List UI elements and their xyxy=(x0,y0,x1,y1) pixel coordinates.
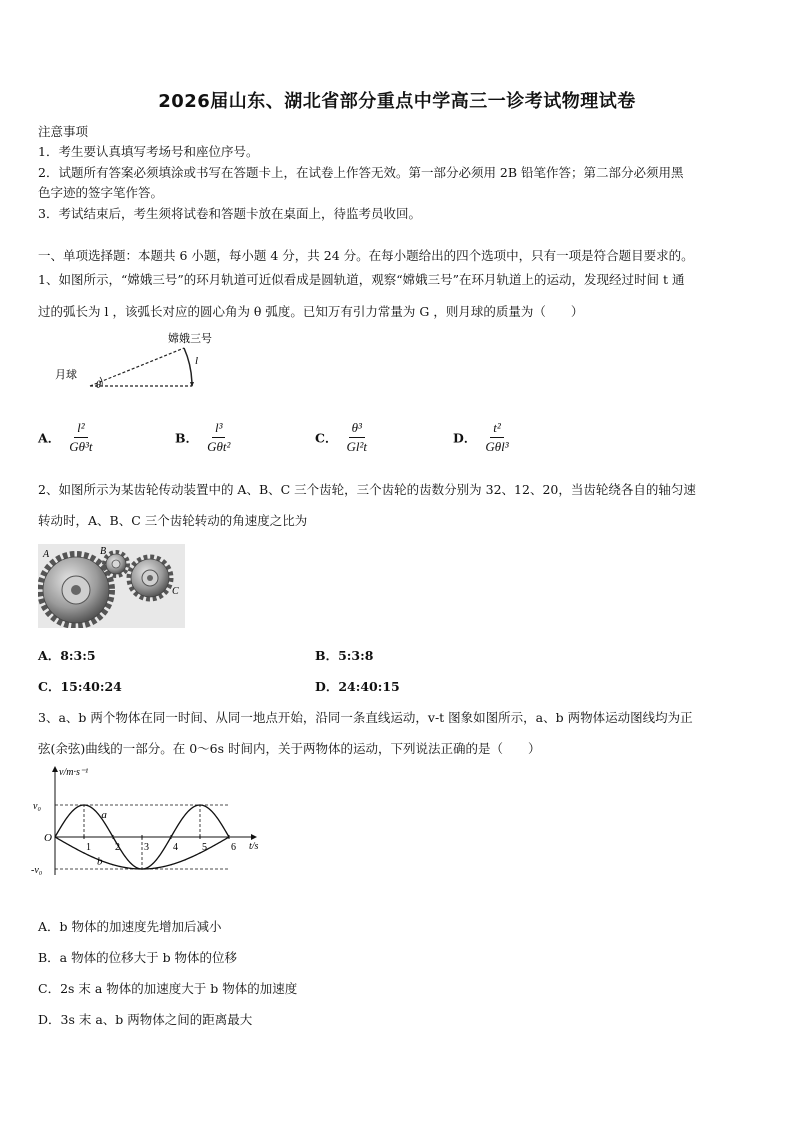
series-b-label: b xyxy=(97,855,103,868)
x-tick-label: 2 xyxy=(115,842,120,853)
series-a-label: a xyxy=(101,808,107,821)
series-b-point xyxy=(170,864,171,865)
series-b-point xyxy=(214,845,215,846)
series-a-point xyxy=(83,804,84,805)
radius-line xyxy=(90,348,184,386)
gear-c-icon xyxy=(129,557,171,599)
series-b-point xyxy=(185,859,186,860)
origin-label: O xyxy=(44,832,52,844)
notice-item: 3．考试结束后，考生须将试卷和答题卡放在桌面上，待监考员收回。 xyxy=(38,206,421,221)
page-title: 2026届山东、湖北省部分重点中学高三一诊考试物理试卷 xyxy=(158,91,636,112)
q3-stem-line2: 弦(余弦)曲线的一部分。在 0～6s 时间内，关于两物体的运动，下列说法正确的是（ ） xyxy=(38,741,541,756)
x-tick-label: 5 xyxy=(202,842,207,853)
angle-label: θ xyxy=(96,380,101,391)
q3-option-d[interactable]: D．3s 末 a、b 两物体之间的距离最大 xyxy=(38,1012,253,1027)
section-heading: 一、单项选择题：本题共 6 小题，每小题 4 分，共 24 分。在每小题给出的四个选项中，只有一项是符合题目要求的。 xyxy=(38,248,694,263)
q3-stem-line1: 3、a、b 两个物体在同一时间、从同一地点开始，沿同一条直线运动，v-t 图象如图所示，a、b 两物体运动图线均为正 xyxy=(38,710,693,725)
arc-label: l xyxy=(195,355,199,367)
probe-label: 嫦娥三号 xyxy=(168,333,212,345)
series-a-point xyxy=(185,814,186,815)
q1-option-b[interactable]: B． $\frac{\text{l³}}{\text{Gθt²}}$ xyxy=(175,420,231,454)
x-axis-label: t/s xyxy=(249,841,259,852)
gear-b-label: B xyxy=(100,546,107,557)
q3-option-b[interactable]: B．a 物体的位移大于 b 物体的位移 xyxy=(38,950,238,965)
q2-option-d[interactable]: D．24:40:15 xyxy=(315,679,400,694)
q2-gear-figure xyxy=(38,544,185,628)
y-axis-label: v/m·s⁻¹ xyxy=(59,767,89,778)
series-b-point xyxy=(156,867,157,868)
gear-c-label: C xyxy=(172,586,179,597)
q1-stem-line1: 1、如图所示，“嫦娥三号”的环月轨道可近似看成是圆轨道，观察“嫦娥三号”在环月轨道上的运动，发现经过时间 t 通 xyxy=(38,272,685,287)
q2-stem-line2: 转动时，A、B、C 三个齿轮转动的角速度之比为 xyxy=(38,513,308,528)
series-b-point xyxy=(54,836,55,837)
q1-option-a[interactable]: A． $\frac{\text{l²}}{\text{Gθ³t}}$ xyxy=(38,420,93,454)
q3-option-c[interactable]: C．2s 末 a 物体的加速度大于 b 物体的加速度 xyxy=(38,981,298,996)
series-b-point xyxy=(83,852,84,853)
moon-label: 月球 xyxy=(55,369,77,381)
q1-orbit-figure xyxy=(50,328,240,398)
q2-option-b[interactable]: B．5:3:8 xyxy=(315,648,374,663)
series-b-point xyxy=(69,845,70,846)
y-tick-label-v0: v₀ xyxy=(33,801,41,812)
x-tick-label: 6 xyxy=(231,842,236,853)
series-a-point xyxy=(199,804,200,805)
notice-item: 1．考生要认真填写考场号和座位序号。 xyxy=(38,144,259,159)
x-tick-label: 1 xyxy=(86,842,91,853)
q3-option-a[interactable]: A．b 物体的加速度先增加后减小 xyxy=(38,919,222,934)
series-b-point xyxy=(199,852,200,853)
series-a-point xyxy=(127,859,128,860)
notice-heading: 注意事项 xyxy=(38,124,89,139)
q1-stem-line2: 过的弧长为 l ，该弧长对应的圆心角为 θ 弧度。已知万有引力常量为 G ，则月球的质量为（ ） xyxy=(38,304,584,319)
q1-option-c[interactable]: C． $\frac{\text{θ³}}{\text{Gl²t}}$ xyxy=(315,420,367,454)
orbit-arc xyxy=(184,348,192,386)
q2-stem-line1: 2、如图所示为某齿轮传动装置中的 A、B、C 三个齿轮，三个齿轮的齿数分别为 32、12、20，当齿轮绕各自的轴匀速 xyxy=(38,482,696,497)
series-b-point xyxy=(127,867,128,868)
x-axis-arrow-icon xyxy=(251,834,257,840)
x-tick-label: 3 xyxy=(144,842,149,853)
series-b-point xyxy=(112,864,113,865)
q3-vt-chart xyxy=(30,762,270,894)
y-tick-label-neg-v0: -v₀ xyxy=(31,865,43,876)
gear-a-label: A xyxy=(43,549,50,560)
notice-item: 2．试题所有答案必须填涂或书写在答题卡上，在试卷上作答无效。第一部分必须用 2B 铅笔作答；第二部分必须用黑 xyxy=(38,165,684,180)
x-tick-label: 4 xyxy=(173,842,178,853)
series-a-point xyxy=(98,814,99,815)
y-axis-arrow-icon xyxy=(52,766,58,772)
notice-item: 色字迹的签字笔作答。 xyxy=(38,185,164,200)
series-a-point xyxy=(214,814,215,815)
q2-option-a[interactable]: A．8:3:5 xyxy=(38,648,96,663)
q1-option-d[interactable]: D． $\frac{\text{t²}}{\text{Gθl³}}$ xyxy=(453,420,509,454)
series-b-point xyxy=(141,868,142,869)
series-a-point xyxy=(69,814,70,815)
series-a-point xyxy=(156,859,157,860)
q2-option-c[interactable]: C．15:40:24 xyxy=(38,679,122,694)
